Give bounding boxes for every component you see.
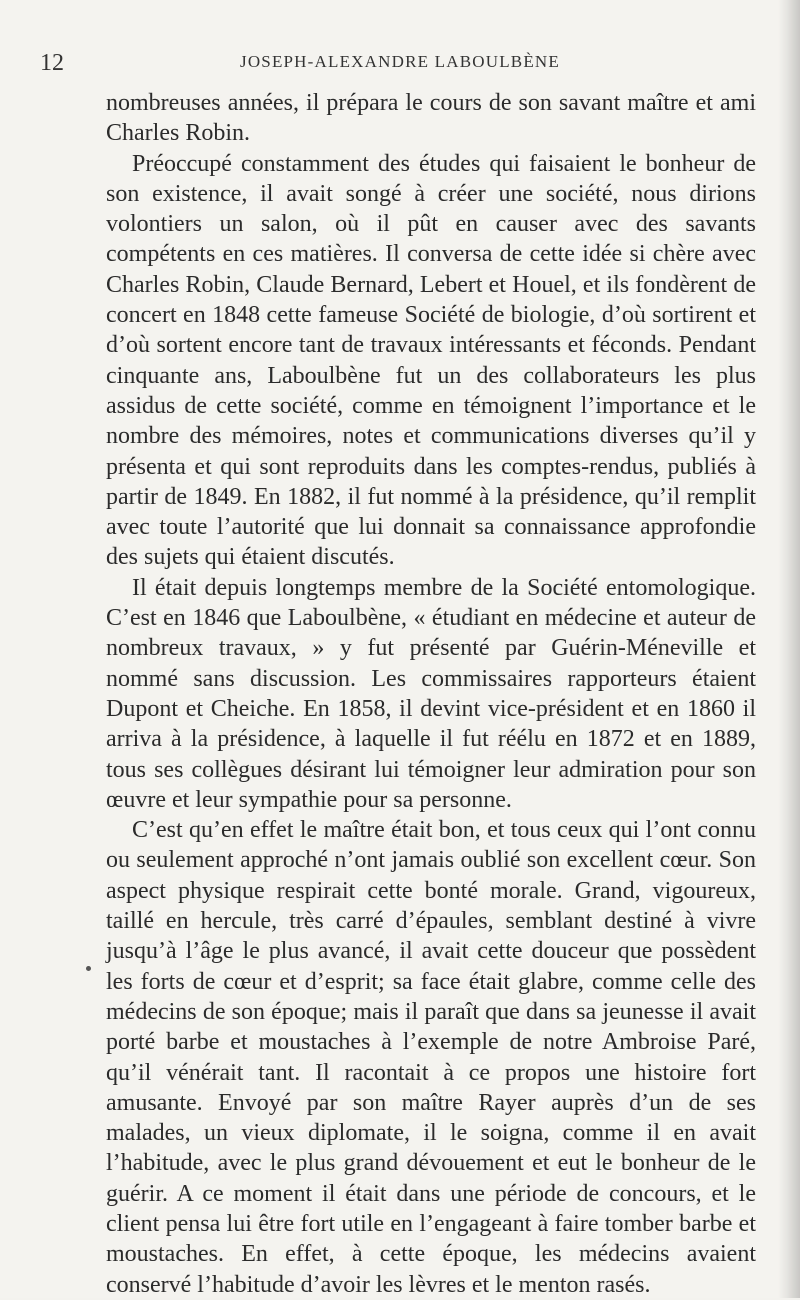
running-head: JOSEPH-ALEXANDRE LABOULBÈNE [240,52,560,71]
paragraph-portrait: C’est qu’en effet le maître était bon, et tous ceux qui l’ont connu ou seulement approché n’ont jamais oublié son excellent cœur. Son aspect physique respirait cette bonté morale. Grand, vigoureux, taillé en hercule, très carré d’épaules, semblant destiné à vivre jusqu’à l’âge le plus avancé, il avait cette douceur que possèdent les forts de cœur et d’esprit; sa face était glabre, comme celle des médecins de son époque; mais il paraît que dans sa jeunesse il avait porté barbe et moustaches à l’exemple de notre Ambroise Paré, qu’il vénérait tant. Il racontait à ce propos une histoire fort amusante. Envoyé par son maître Rayer auprès d’un de ses malades, un vieux diplomate, il le soigna, comme il en avait l’habitude, avec le plus grand dévouement et eut le bonheur de le guérir. A ce moment il était dans une période de concours, et le client pensa lui être fort utile en l’engageant à faire tomber barbe et moustaches. En effet, à cette époque, les médecins avaient conservé l’habitude d’avoir les lèvres et le menton rasés. [106,817,756,1298]
paragraph-continuation: nombreuses années, il prépara le cours de son savant maître et ami Charles Robin. [106,90,756,147]
body-text [106,88,756,1300]
page-number: 12 [40,50,64,76]
page-edge-shadow [778,0,800,1298]
page-header [40,48,760,82]
print-speck [86,966,91,971]
paragraph-societe-biologie: Préoccupé constamment des études qui faisaient le bonheur de son existence, il avait songé à créer une société, nous dirions volontiers un salon, où il pût en causer avec des savants compétents en ces matières. Il conversa de cette idée si chère avec Charles Robin, Claude Bernard, Lebert et Houel, et ils fondèrent de concert en 1848 cette fameuse Société de biologie, d’où sortirent et d’où sortent encore tant de travaux intéressants et féconds. Pendant cinquante ans, Laboulbène fut un des collaborateurs les plus assidus de cette société, comme en témoignent l’importance et le nombre des mémoires, notes et communications diverses qu’il y présenta et qui sont reproduits dans les comptes-rendus, publiés à partir de 1849. En 1882, il fut nommé à la présidence, qu’il remplit avec toute l’autorité que lui donnait sa connaissance approfondie des sujets qui étaient discutés. [106,150,756,571]
paragraph-societe-entomologique: Il était depuis longtemps membre de la Société entomologique. C’est en 1846 que Laboulbène, « étudiant en médecine et auteur de nombreux travaux, » y fut présenté par Guérin-Méneville et nommé sans discussion. Les commissaires rapporteurs étaient Dupont et Cheiche. En 1858, il devint vice-président et en 1860 il arriva à la présidence, à laquelle il fut réélu en 1872 et en 1889, tous ses collègues désirant lui témoigner leur admiration pour son œuvre et leur sympathie pour sa personne. [106,574,756,813]
